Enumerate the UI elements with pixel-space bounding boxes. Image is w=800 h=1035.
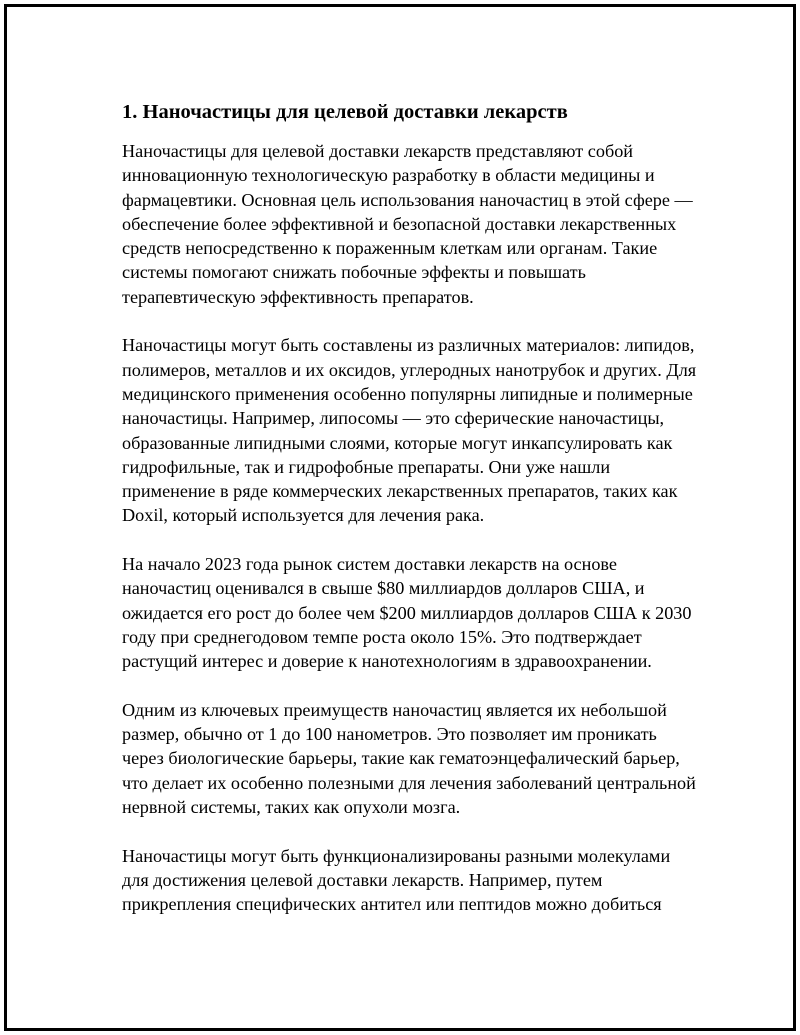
paragraph-functionalization: Наночастицы могут быть функционализированы разными молекулами для достижения целевой доставки лекарств. Например, путем прикрепления специфических антител или пептидов можно добиться <box>122 845 671 915</box>
paragraph-intro: Наночастицы для целевой доставки лекарств представляют собой инновационную технологическую разработку в области медицины и фармацевтики. Основная цель использования наночастиц в этой сфере — обеспечение более эффективной и безопасной доставки лекарственных средств непосредственно к пораженным клеткам или органам. Такие системы помогают снижать побочные эффекты и повышать терапевтическую эффективность препаратов. <box>122 141 693 307</box>
paragraph-size-advantage: Одним из ключевых преимуществ наночастиц является их небольшой размер, обычно от 1 до 100 нанометров. Это позволяет им проникать через биологические барьеры, такие как гематоэнцефалический барьер, что делает их особенно полезными для лечения заболеваний центральной нервной системы, таких как опухоли мозга. <box>122 699 696 818</box>
section-heading: 1. Наночастицы для целевой доставки лекарств <box>122 101 568 123</box>
page-frame <box>4 4 796 1031</box>
document-body <box>122 99 697 941</box>
paragraph-materials: Наночастицы могут быть составлены из различных материалов: липидов, полимеров, металлов и их оксидов, углеродных нанотрубок и других. Для медицинского применения особенно популярны липидные и полимерные наночастицы. Например, липосомы — это сферические наночастицы, образованные липидными слоями, которые могут инкапсулировать как гидрофильные, так и гидрофобные препараты. Они уже нашли применение в ряде коммерческих лекарственных препаратов, таких как Doxil, который используется для лечения рака. <box>122 335 697 526</box>
paragraph-market: На начало 2023 года рынок систем доставки лекарств на основе наночастиц оценивался в свыше $80 миллиардов долларов США, и ожидается его рост до более чем $200 миллиардов долларов США к 2030 году при среднегодовом темпе роста около 15%. Это подтверждает растущий интерес и доверие к нанотехнологиям в здравоохранении. <box>122 554 692 672</box>
